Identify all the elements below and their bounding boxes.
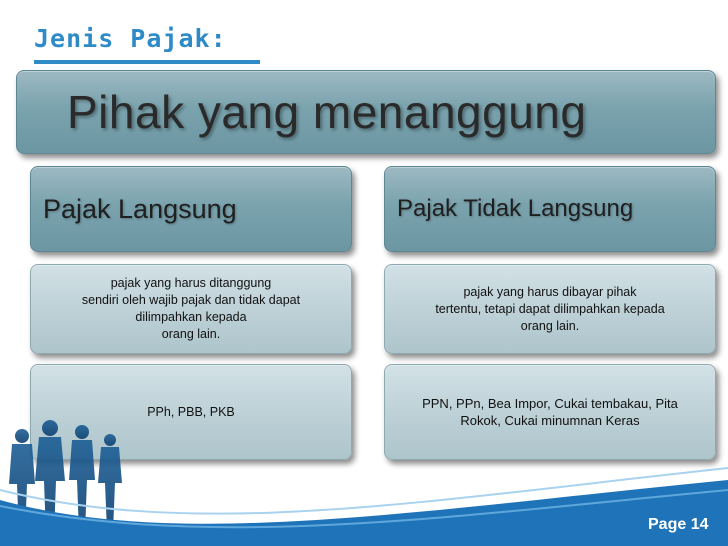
description-text: pajak yang harus ditanggung sendiri oleh wajib pajak dan tidak dapat dilimpahkan kepada orang lain. — [81, 276, 301, 341]
examples-text: PPh, PBB, PKB — [147, 404, 235, 419]
examples-text: PPN, PPn, Bea Impor, Cukai tembakau, Pita Rokok, Cukai minumnan Keras — [422, 396, 678, 428]
slide-title: Jenis Pajak: — [34, 24, 227, 53]
header-box — [16, 70, 716, 154]
heading-pajak-langsung — [30, 166, 352, 252]
footer-wave-decoration — [0, 440, 728, 546]
description-pajak-tidak-langsung — [384, 264, 716, 354]
header-text: Pihak yang menanggung — [67, 86, 587, 138]
heading-label: Pajak Tidak Langsung — [397, 195, 634, 222]
heading-label: Pajak Langsung — [43, 193, 237, 224]
description-pajak-langsung — [30, 264, 352, 354]
heading-pajak-tidak-langsung — [384, 166, 716, 252]
page-number: Page 14 — [648, 516, 709, 533]
description-text: pajak yang harus dibayar pihak tertentu, tetapi dapat dilimpahkan kepada orang lain. — [435, 284, 665, 333]
title-underline — [34, 60, 260, 64]
